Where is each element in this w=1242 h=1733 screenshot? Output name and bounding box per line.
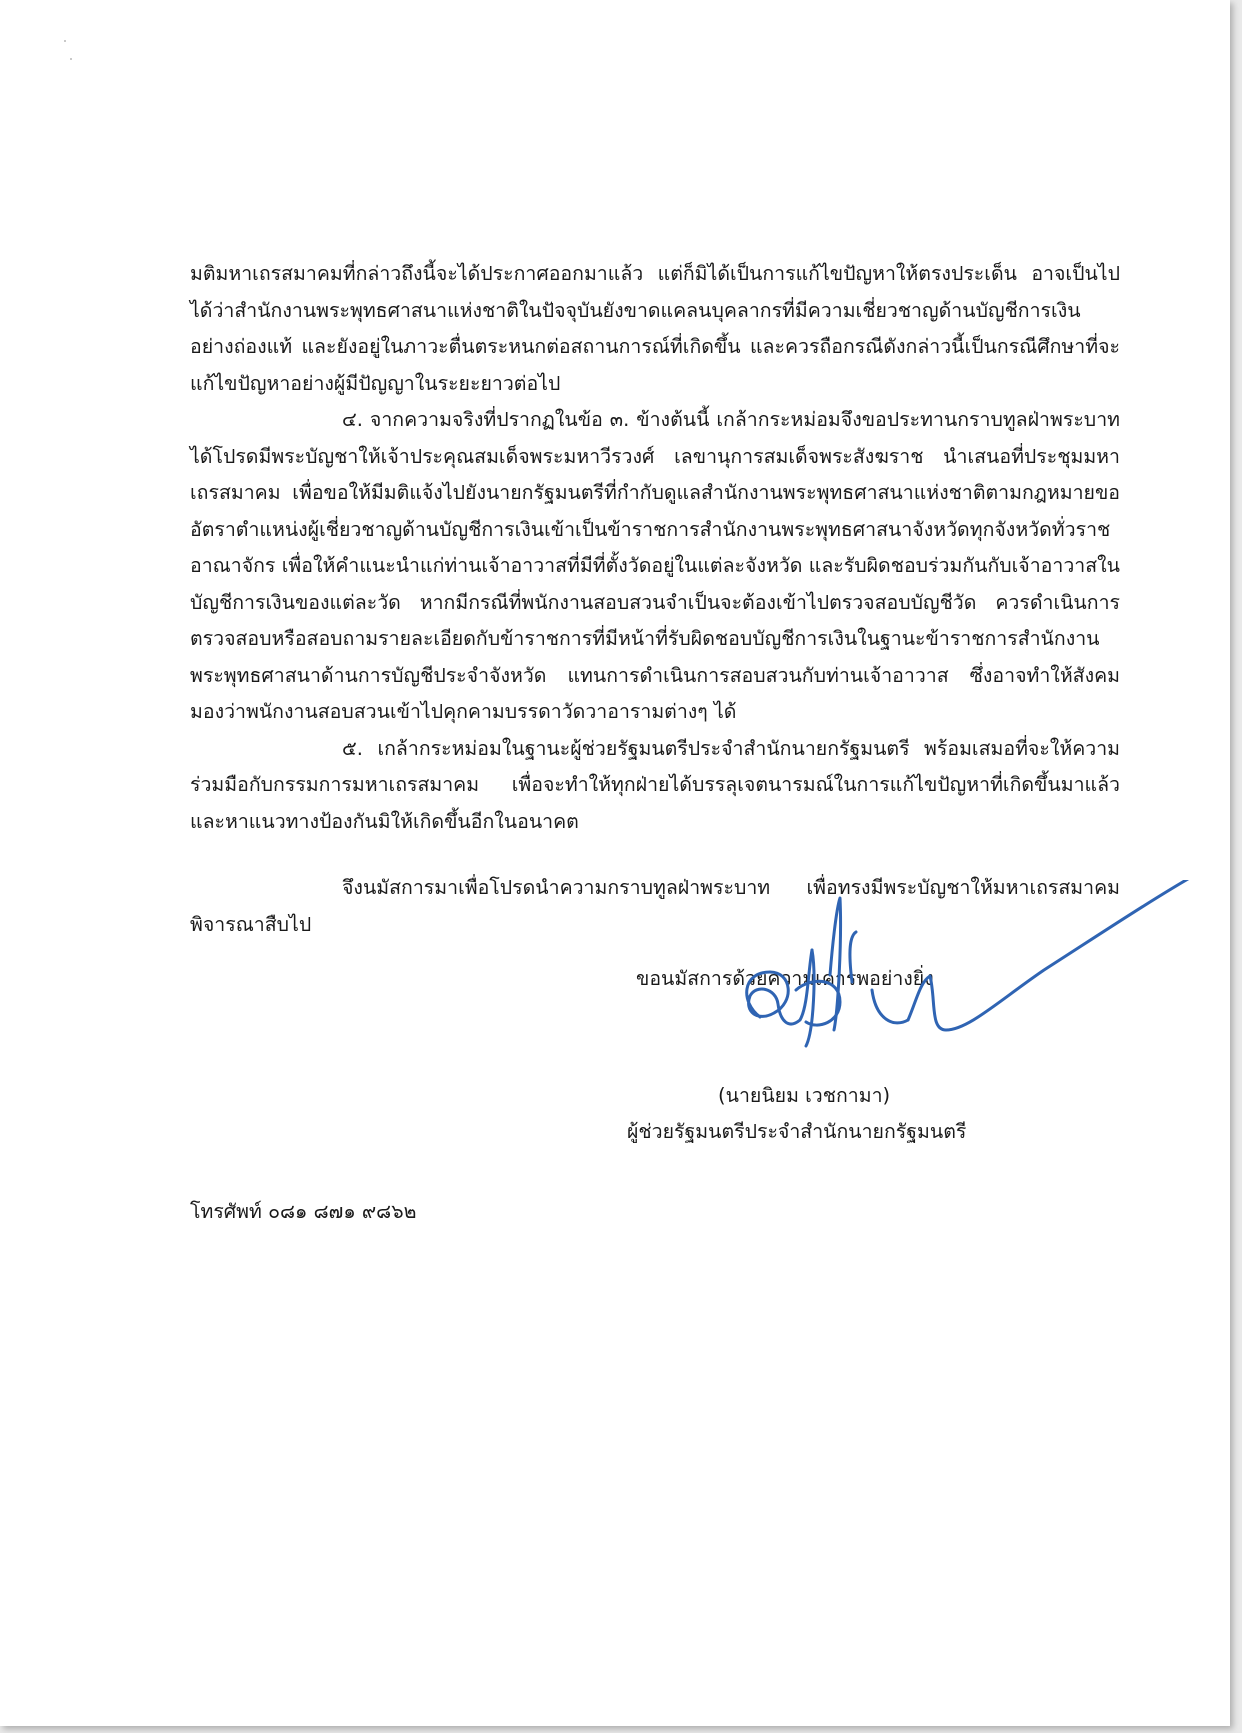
letter-body — [190, 256, 1120, 943]
signer-position: ผู้ช่วยรัฐมนตรีประจำสำนักนายกรัฐมนตรี — [627, 1120, 967, 1143]
handwritten-signature — [700, 880, 1220, 1080]
scan-speck — [64, 40, 66, 42]
scan-speck — [70, 58, 72, 60]
paragraph-item-4: ๔. จากความจริงที่ปรากฏในข้อ ๓. ข้างต้นนี้ เกล้ากระหม่อมจึงขอประทานกราบทูลฝ่าพระบาทได้โปรดมีพระบัญชาให้เจ้าประคุณสมเด็จพระมหาวีรวงศ์ เลขานุการสมเด็จพระสังฆราช นำเสนอที่ประชุมมหาเถรสมาคม เพื่อขอให้มีมติแจ้งไปยังนายกรัฐมนตรีที่กำกับดูแลสำนักงานพระพุทธศาสนาแห่งชาติตามกฎหมายขออัตราตำแหน่งผู้เชี่ยวชาญด้านบัญชีการเงินเข้าเป็นข้าราชการสำนักงานพระพุทธศาสนาจังหวัดทุกจังหวัดทั่วราชอาณาจักร เพื่อให้คำแนะนำแก่ท่านเจ้าอาวาสที่มีที่ตั้งวัดอยู่ในแต่ละจังหวัด และรับผิดชอบร่วมกันกับเจ้าอาวาสในบัญชีการเงินของแต่ละวัด หากมีกรณีที่พนักงานสอบสวนจำเป็นจะต้องเข้าไปตรวจสอบบัญชีวัด ควรดำเนินการตรวจสอบหรือสอบถามรายละเอียดกับข้าราชการที่มีหน้าที่รับผิดชอบบัญชีการเงินในฐานะข้าราชการสำนักงานพระพุทธศาสนาด้านการบัญชีประจำจังหวัด แทนการดำเนินการสอบสวนกับท่านเจ้าอาวาส ซึ่งอาจทำให้สังคมมองว่าพนักงานสอบสวนเข้าไปคุกคามบรรดาวัดวาอารามต่างๆ ได้ — [190, 408, 1120, 723]
closing-phrase: ขอนมัสการด้วยความเคารพอย่างยิ่ง — [636, 967, 934, 990]
paragraph-request: จึงนมัสการมาเพื่อโปรดนำความกราบทูลฝ่าพระบาท เพื่อทรงมีพระบัญชาให้มหาเถรสมาคมพิจารณาสืบไป — [190, 876, 1120, 936]
signer-name: (นายนิยม เวชกามา) — [718, 1084, 891, 1107]
phone-number: โทรศัพท์ ๐๘๑ ๘๗๑ ๙๘๖๒ — [190, 1200, 417, 1223]
paragraph-continued: มติมหาเถรสมาคมที่กล่าวถึงนี้จะได้ประกาศออกมาแล้ว แต่ก็มิได้เป็นการแก้ไขปัญหาให้ตรงประเด็น อาจเป็นไปได้ว่าสำนักงานพระพุทธศาสนาแห่งชาติในปัจจุบันยังขาดแคลนบุคลากรที่มีความเชี่ยวชาญด้านบัญชีการเงินอย่างถ่องแท้ และยังอยู่ในภาวะตื่นตระหนกต่อสถานการณ์ที่เกิดขึ้น และควรถือกรณีดังกล่าวนี้เป็นกรณีศึกษาที่จะแก้ไขปัญหาอย่างผู้มีปัญญาในระยะยาวต่อไป — [190, 262, 1120, 395]
paragraph-item-5: ๕. เกล้ากระหม่อมในฐานะผู้ช่วยรัฐมนตรีประจำสำนักนายกรัฐมนตรี พร้อมเสมอที่จะให้ความร่วมมือกับกรรมการมหาเถรสมาคม เพื่อจะทำให้ทุกฝ่ายได้บรรลุเจตนารมณ์ในการแก้ไขปัญหาที่เกิดขึ้นมาแล้วและหาแนวทางป้องกันมิให้เกิดขึ้นอีกในอนาคต — [190, 736, 1120, 833]
